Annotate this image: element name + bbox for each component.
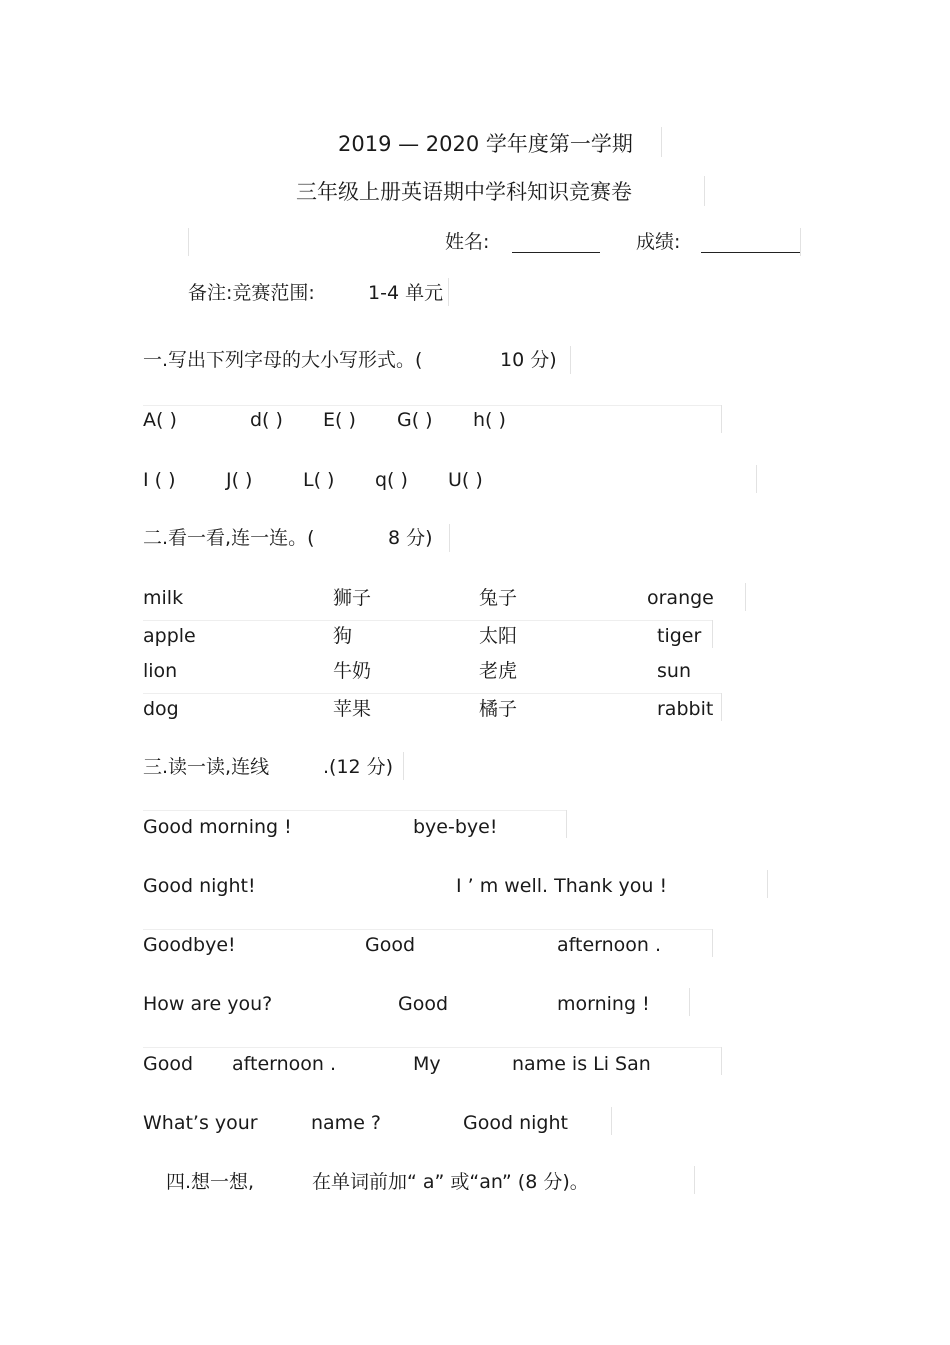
- note-range: 1-4 单元: [368, 282, 444, 304]
- match-word: 兔子: [479, 587, 518, 609]
- phrase: Good: [143, 1053, 194, 1075]
- phrase: I ’ m well. Thank you !: [456, 875, 668, 897]
- scan-rule: [143, 405, 721, 406]
- phrase: morning !: [557, 993, 650, 1015]
- letter-item: J( ): [226, 469, 253, 491]
- scan-rule: [143, 810, 566, 811]
- phrase: name ?: [311, 1112, 382, 1134]
- scan-rule: [403, 752, 404, 780]
- scan-rule: [704, 176, 705, 206]
- scan-rule: [767, 870, 768, 898]
- name-label: 姓名:: [445, 231, 490, 253]
- letter-item: q( ): [375, 469, 408, 491]
- match-word: orange: [647, 587, 714, 609]
- phrase: name is Li San: [512, 1053, 651, 1075]
- phrase: bye-bye!: [413, 816, 498, 838]
- match-word: tiger: [657, 625, 702, 647]
- letter-item: G( ): [397, 409, 433, 431]
- score-blank[interactable]: [701, 230, 800, 253]
- match-word: dog: [143, 698, 179, 720]
- match-word: 狮子: [333, 587, 372, 609]
- scan-rule: [143, 929, 712, 930]
- scan-rule: [721, 693, 722, 721]
- scan-rule: [188, 228, 189, 256]
- section2-heading: 二.看一看,连一连。(: [143, 527, 315, 549]
- scan-rule: [745, 583, 746, 611]
- phrase: How are you?: [143, 993, 273, 1015]
- letter-item: d( ): [250, 409, 283, 431]
- scan-rule: [570, 346, 571, 374]
- scan-rule: [143, 620, 712, 621]
- scan-rule: [689, 988, 690, 1016]
- scan-rule: [712, 929, 713, 957]
- section4-heading: 四.想一想,: [166, 1171, 255, 1193]
- match-word: milk: [143, 587, 184, 609]
- section2-points: 8 分): [388, 527, 433, 549]
- scan-rule: [712, 620, 713, 648]
- phrase: What’s your: [143, 1112, 258, 1134]
- letter-item: E( ): [323, 409, 356, 431]
- letter-item: I ( ): [143, 469, 176, 491]
- phrase: My: [413, 1053, 441, 1075]
- title-line-1: 2019 — 2020 学年度第一学期: [338, 132, 633, 156]
- scan-rule: [721, 1047, 722, 1075]
- match-word: 狗: [333, 625, 353, 647]
- letter-item: A( ): [143, 409, 177, 431]
- note-label: 备注:竞赛范围:: [188, 282, 315, 304]
- scan-rule: [800, 228, 801, 256]
- match-word: 老虎: [479, 660, 518, 682]
- phrase: Good night: [463, 1112, 568, 1134]
- phrase: Good morning !: [143, 816, 292, 838]
- scan-rule: [143, 1047, 721, 1048]
- section1-heading: 一.写出下列字母的大小写形式。(: [143, 349, 423, 371]
- scan-rule: [661, 127, 662, 157]
- match-word: apple: [143, 625, 196, 647]
- phrase: afternoon .: [557, 934, 662, 956]
- letter-item: U( ): [448, 469, 483, 491]
- scan-rule: [143, 693, 721, 694]
- match-word: 橘子: [479, 698, 518, 720]
- phrase: Goodbye!: [143, 934, 236, 956]
- scan-rule: [448, 278, 449, 306]
- match-word: 牛奶: [333, 660, 372, 682]
- section3-points: .(12 分): [323, 756, 394, 778]
- letter-item: L( ): [303, 469, 335, 491]
- phrase: Good night!: [143, 875, 256, 897]
- section4-text: 在单词前加“ a” 或“an” (8 分)。: [312, 1171, 589, 1193]
- scan-rule: [756, 465, 757, 493]
- phrase: Good: [398, 993, 449, 1015]
- letter-item: h( ): [473, 409, 506, 431]
- scan-rule: [566, 810, 567, 838]
- scan-rule: [449, 524, 450, 552]
- phrase: afternoon .: [232, 1053, 337, 1075]
- match-word: 太阳: [479, 625, 518, 647]
- match-word: sun: [657, 660, 691, 682]
- match-word: rabbit: [657, 698, 714, 720]
- name-blank[interactable]: [512, 230, 600, 253]
- title-line-2: 三年级上册英语期中学科知识竞赛卷: [296, 180, 632, 204]
- phrase: Good: [365, 934, 416, 956]
- match-word: 苹果: [333, 698, 372, 720]
- scan-rule: [721, 405, 722, 433]
- score-label: 成绩:: [636, 231, 681, 253]
- scan-rule: [694, 1166, 695, 1194]
- scan-rule: [611, 1107, 612, 1135]
- section3-heading: 三.读一读,连线: [143, 756, 270, 778]
- section1-points: 10 分): [500, 349, 557, 371]
- match-word: lion: [143, 660, 178, 682]
